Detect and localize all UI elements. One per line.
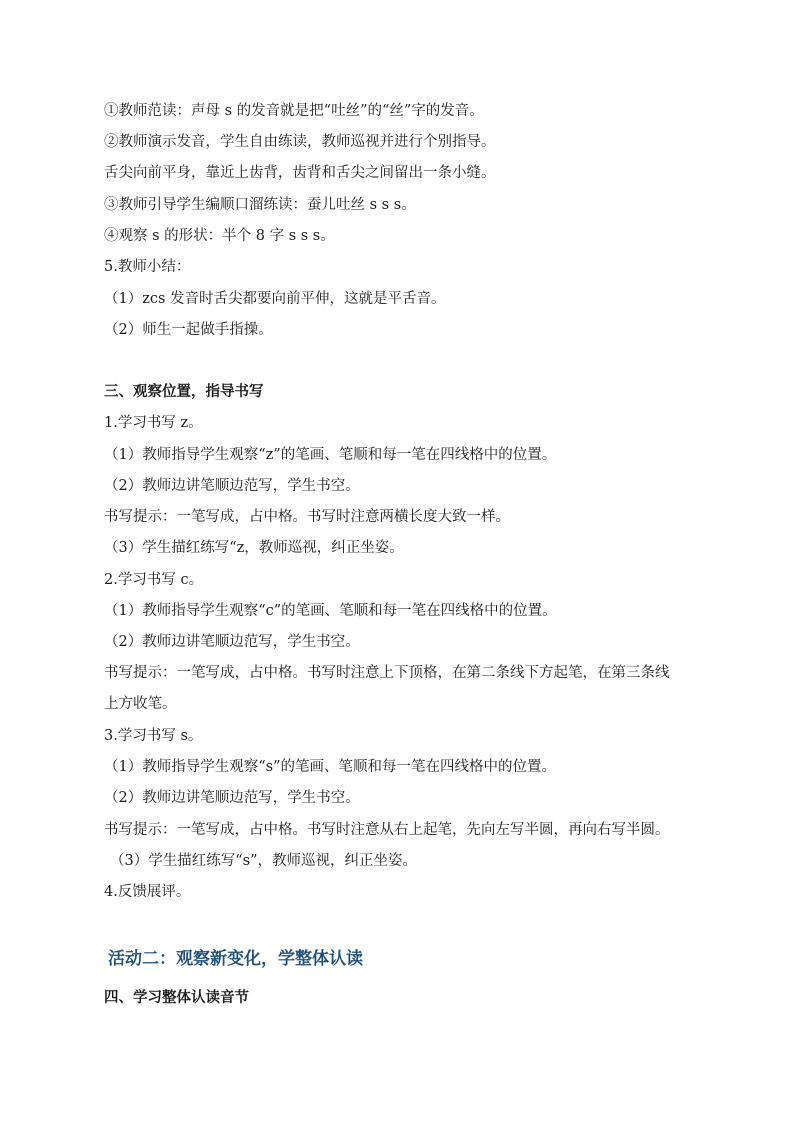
c-writing-tip: 书写提示：一笔写成，占中格。书写时注意上下顶格，在第二条线下方起笔，在第三条线 xyxy=(104,665,670,681)
summary-item-2: （2）师生一起做手指操。 xyxy=(104,322,273,338)
learn-write-z-heading: 1.学习书写 z。 xyxy=(104,415,203,431)
s-item-2: （2）教师边讲笔顺边范写，学生书空。 xyxy=(104,790,360,806)
activity-2-heading: 活动二：观察新变化，学整体认读 xyxy=(108,949,363,969)
z-writing-tip: 书写提示：一笔写成，占中格。书写时注意两横长度大致一样。 xyxy=(104,509,510,525)
summary-item-1: （1）zcs 发音时舌尖都要向前平伸，这就是平舌音。 xyxy=(104,291,446,307)
step-2-teacher-demonstration: ②教师演示发音，学生自由练读，教师巡视并进行个别指导。 xyxy=(104,134,496,150)
tongue-position-note: 舌尖向前平身，靠近上齿背，齿背和舌尖之间留出一条小缝。 xyxy=(104,165,496,181)
step-1-teacher-model-reading: ①教师范读：声母 s 的发音就是把“吐丝”的“丝”字的发音。 xyxy=(104,103,484,119)
c-item-1: （1）教师指导学生观察“c”的笔画、笔顺和每一笔在四线格中的位置。 xyxy=(104,603,557,619)
c-writing-tip-continued: 上方收笔。 xyxy=(104,696,177,712)
learn-write-s-heading: 3.学习书写 s。 xyxy=(104,728,203,744)
s-item-3: （3）学生描红练写“s”，教师巡视，纠正坐姿。 xyxy=(110,853,417,869)
c-item-2: （2）教师边讲笔顺边范写，学生书空。 xyxy=(104,634,360,650)
feedback-display: 4.反馈展评。 xyxy=(104,884,191,900)
step-3-rhyme-practice: ③教师引导学生编顺口溜练读：蚕儿吐丝 s s s。 xyxy=(104,197,416,213)
z-item-3: （3）学生描红练写“z，教师巡视，纠正坐姿。 xyxy=(104,540,404,556)
step-4-shape-observation: ④观察 s 的形状：半个 8 字 s s s。 xyxy=(104,228,335,244)
s-writing-tip: 书写提示：一笔写成，占中格。书写时注意从右上起笔，先向左写半圆，再向右写半圆。 xyxy=(104,822,670,838)
section-3-heading: 三、观察位置，指导书写 xyxy=(104,383,264,400)
learn-write-c-heading: 2.学习书写 c。 xyxy=(104,572,204,588)
s-item-1: （1）教师指导学生观察“s”的笔画、笔顺和每一笔在四线格中的位置。 xyxy=(104,759,556,775)
teacher-summary-heading: 5.教师小结： xyxy=(104,259,191,275)
z-item-2: （2）教师边讲笔顺边范写，学生书空。 xyxy=(104,478,360,494)
section-4-heading: 四、学习整体认读音节 xyxy=(104,989,249,1006)
z-item-1: （1）教师指导学生观察“z”的笔画、笔顺和每一笔在四线格中的位置。 xyxy=(104,447,557,463)
